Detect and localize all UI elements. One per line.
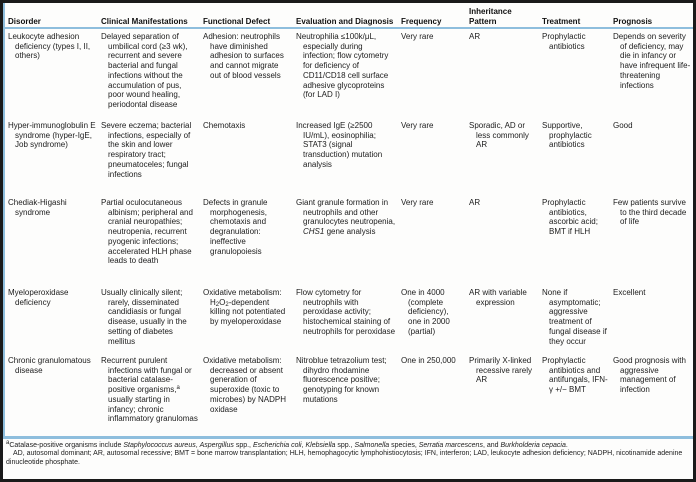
table-cell: Chronic granulomatous disease [8, 356, 91, 375]
table-cell: Oxidative metabolism: decreased or absent generation of superoxide (toxic to microbes) by NADPH oxidase [203, 356, 287, 414]
column-header: Treatment [539, 3, 610, 28]
column-header: Inheritance Pattern [466, 3, 539, 28]
table-cell: Chemotaxis [203, 121, 246, 130]
table-cell: Neutrophilia ≤100k/μL, especially during infection; flow cytometry for deficiency of CD11/CD18 cell surface adhesive glycoproteins (for LAD I) [296, 32, 389, 100]
table-header-row [4, 3, 694, 28]
table-cell: Very rare [401, 32, 434, 41]
column-header: Functional Defect [200, 3, 293, 28]
table-cell: Delayed separation of umbilical cord (≥3 wk), recurrent and severe bacterial and fungal infections without the accumulation of pus, poor wound healing, periodontal disease [101, 32, 188, 109]
table-cell: One in 4000 (complete deficiency), one in 2000 (partial) [401, 288, 450, 336]
table-cell: Very rare [401, 121, 434, 130]
table-row [4, 28, 694, 118]
table-cell: Leukocyte adhesion deficiency (types I, II, others) [8, 32, 91, 61]
table-cell: Partial oculocutaneous albinism; peripheral and cranial neuropathies; neutropenia, recurrent pyogenic infections; accelerated HLH phase leads to death [101, 198, 193, 266]
table-cell: Adhesion: neutrophils have diminished adhesion to surfaces and cannot migrate out of blood vessels [203, 32, 284, 80]
table-row [4, 195, 694, 285]
table-cell: Prophylactic antibiotics and antifungals, IFN-γ +/− BMT [542, 356, 608, 395]
table-row [4, 118, 694, 195]
table-row [4, 353, 694, 437]
table-cell: Prophylactic antibiotics, ascorbic acid; BMT if HLH [542, 198, 598, 237]
table-cell: Prophylactic antibiotics [542, 32, 586, 51]
column-header: Clinical Manifestations [98, 3, 200, 28]
table-footnotes [3, 439, 693, 468]
table-row [4, 285, 694, 353]
column-header: Frequency [398, 3, 466, 28]
table-cell: AR with variable expression [469, 288, 527, 307]
table-cell: Supportive, prophylactic antibiotics [542, 121, 592, 150]
footnote-abbreviations: AD, autosomal dominant; AR, autosomal recessive; BMT = bone marrow transplantation; HLH, hemophagocytic lymphohistiocytosis; IFN, interferon; LAD, leukocyte adhesion deficiency; NADPH, nicotinamide adenine dinucleotide phosphate. [6, 450, 683, 466]
table-cell: Few patients survive to the third decade of life [613, 198, 687, 227]
table-cell: Oxidative metabolism: $H_2O_2$-dependent killing not potentiated by myeloperoxidase [203, 288, 286, 327]
table-cell: None if asymptomatic; aggressive treatment of fungal disease if they occur [542, 288, 607, 346]
table-cell: Good prognosis with aggressive management of infection [613, 356, 686, 395]
table-cell: Chediak-Higashi syndrome [8, 198, 67, 217]
table-cell: Myeloperoxidase deficiency [8, 288, 69, 307]
table-cell: Nitroblue tetrazolium test; dihydro rhodamine fluorescence positive; genotyping for known mutations [296, 356, 387, 404]
column-header: Disorder [4, 3, 98, 28]
table-cell: Increased IgE (≥2500 IU/mL), eosinophilia; STAT3 (signal transduction) mutation analysis [296, 121, 383, 169]
table-cell: AR [469, 32, 481, 41]
table-cell: Recurrent purulent infections with fungal or bacterial catalase-positive organisms,$^a$ usually starting in infancy; chronic inflammatory granulomas [101, 356, 198, 424]
table-cell: Depends on severity of deficiency, may die in infancy or have infrequent life-threatening infections [613, 32, 691, 90]
table-cell: Hyper-immunoglobulin E syndrome (hyper-IgE, Job syndrome) [8, 121, 96, 150]
column-header: Evaluation and Diagnosis [293, 3, 398, 28]
table-cell: Defects in granule morphogenesis, chemotaxis and degranulation: ineffective granulopoiesis [203, 198, 268, 256]
table-cell: Sporadic, AD or less commonly AR [469, 121, 529, 150]
footnote-catalase-organisms: $^a$Catalase-positive organisms include Staphylococcus aureus, Aspergillus spp., Escherichia coli, Klebsiella spp., Salmonella species, Serratia marcescens, and Burkholderia cepacia. [6, 439, 568, 449]
table-cell: Severe eczema; bacterial infections, especially of the skin and lower respiratory tract; pneumatoceles; fungal infections [101, 121, 192, 179]
table-cell: AR [469, 198, 481, 207]
table-cell: Very rare [401, 198, 434, 207]
disorders-table [3, 3, 695, 439]
table-cell: Giant granule formation in neutrophils and other granulocytes neutropenia, CHS1 gene analysis [296, 198, 396, 237]
table-body [4, 28, 694, 437]
table-cell: One in 250,000 [401, 356, 456, 365]
table-cell: Good [613, 121, 633, 130]
table-cell: Flow cytometry for neutrophils with peroxidase activity; histochemical staining of neutrophils for peroxidase [296, 288, 396, 336]
table-cell: Usually clinically silent; rarely, disseminated candidiasis or fungal disease, usually in the setting of diabetes mellitus [101, 288, 187, 346]
column-header: Prognosis [610, 3, 694, 28]
table-cell: Primarily X-linked recessive rarely AR [469, 356, 533, 385]
table-cell: Excellent [613, 288, 646, 297]
